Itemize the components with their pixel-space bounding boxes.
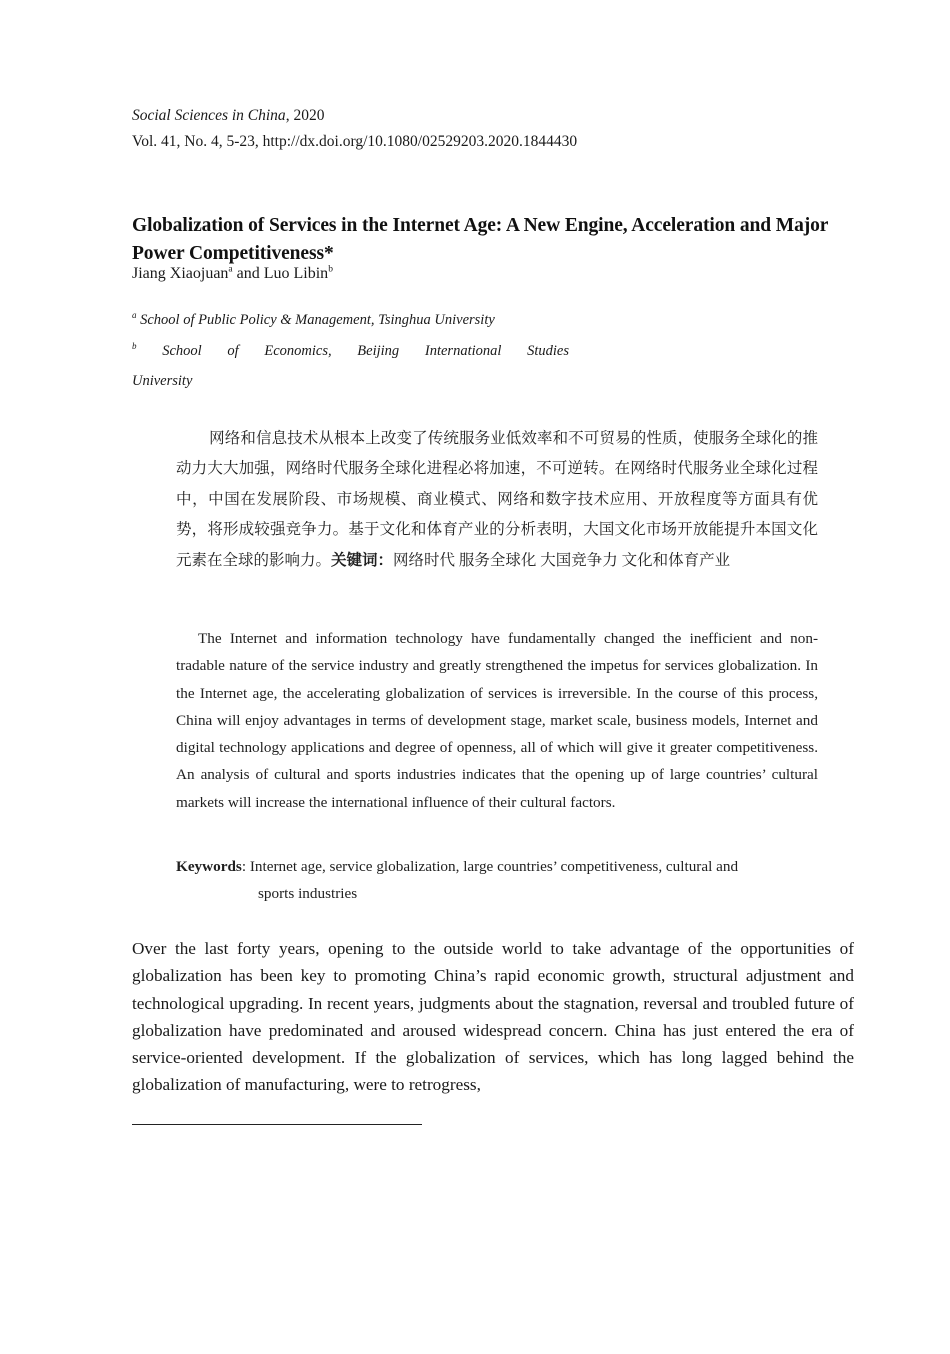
- affiliation-b: [132, 336, 569, 397]
- body-paragraph: Over the last forty years, opening to the outside world to take advantage of the opportunities of globalization has been key to promoting China’s rapid economic growth, structural adjustment and technological upgrading. In recent years, judgments about the stagnation, reversal and troubled future of globalization have predominated and aroused widespread concern. China has just entered the era of service-oriented development. If the globalization of services, which has long lagged behind the globalization of manufacturing, were to retrogress,: [132, 939, 854, 1095]
- chinese-abstract-body: 网络和信息技术从根本上改变了传统服务业低效率和不可贸易的性质，使服务全球化的推动力大大加强，网络时代服务全球化进程必将加速，不可逆转。在网络时代服务业全球化过程中，中国在发展阶段、市场规模、商业模式、网络和数字技术应用、开放程度等方面具有优势，将形成较强竞争力。基于文化和体育产业的分析表明，大国文化市场开放能提升本国文化元素在全球的影响力。: [176, 430, 818, 569]
- keywords-block: [176, 853, 818, 908]
- keywords-line1: Internet age, service globalization, large countries’ competitiveness, cultural and: [249, 858, 739, 875]
- author-a-affiliation-marker: a: [228, 264, 233, 275]
- author-line: [132, 262, 853, 286]
- chinese-keywords-label: 关键词：: [331, 551, 394, 569]
- keywords-label: Keywords: [176, 858, 242, 875]
- affiliation-b-marker: b: [132, 340, 137, 351]
- english-abstract-text: The Internet and information technology have fundamentally changed the inefficient and non-tradable nature of the service industry and greatly strengthened the impetus for services globalization. In the Internet age, the accelerating globalization of services is irreversible. In the course of this process, China will enjoy advantages in terms of development stage, market scale, business models, Internet and digital technology applications and degree of openness, all of which will give it greater competitiveness. An analysis of cultural and sports industries indicates that the opening up of large countries’ cultural markets will increase the international influence of their cultural factors.: [176, 630, 818, 811]
- journal-name: Social Sciences in China: [132, 107, 286, 124]
- affiliation-a-marker: a: [132, 310, 137, 321]
- footnote-separator-rule: [132, 1124, 422, 1125]
- keywords-separator: :: [241, 858, 250, 875]
- english-abstract: [176, 625, 818, 816]
- journal-volume-line: Vol. 41, No. 4, 5-23, http://dx.doi.org/10.1080/02529203.2020.1844430: [132, 133, 578, 150]
- page-title: Globalization of Services in the Internet Age: A New Engine, Acceleration and Major Power Competitiveness*: [132, 215, 828, 265]
- affiliation-list: [132, 305, 569, 397]
- author-conjunction: and Luo Libin: [232, 265, 329, 282]
- keywords-line2: sports industries: [258, 885, 358, 903]
- chinese-keywords-text: 网络时代 服务全球化 大国竞争力 文化和体育产业: [393, 551, 731, 569]
- chinese-abstract: [176, 424, 818, 576]
- journal-name-line: Social Sciences in China, 2020: [132, 107, 325, 124]
- affiliation-b-line1-wrap: [132, 336, 569, 367]
- author-first: Jiang Xiaojuan: [132, 265, 229, 282]
- author-b-affiliation-marker: b: [328, 264, 333, 275]
- affiliation-a-text: School of Public Policy & Management, Tsinghua University: [140, 312, 495, 328]
- affiliation-a: [132, 305, 569, 336]
- affiliation-b-line2: University: [132, 373, 193, 389]
- journal-header: [132, 103, 853, 155]
- affiliation-b-line1: School of Economics, Beijing International Studies: [162, 342, 569, 359]
- journal-year: 2020: [293, 107, 325, 124]
